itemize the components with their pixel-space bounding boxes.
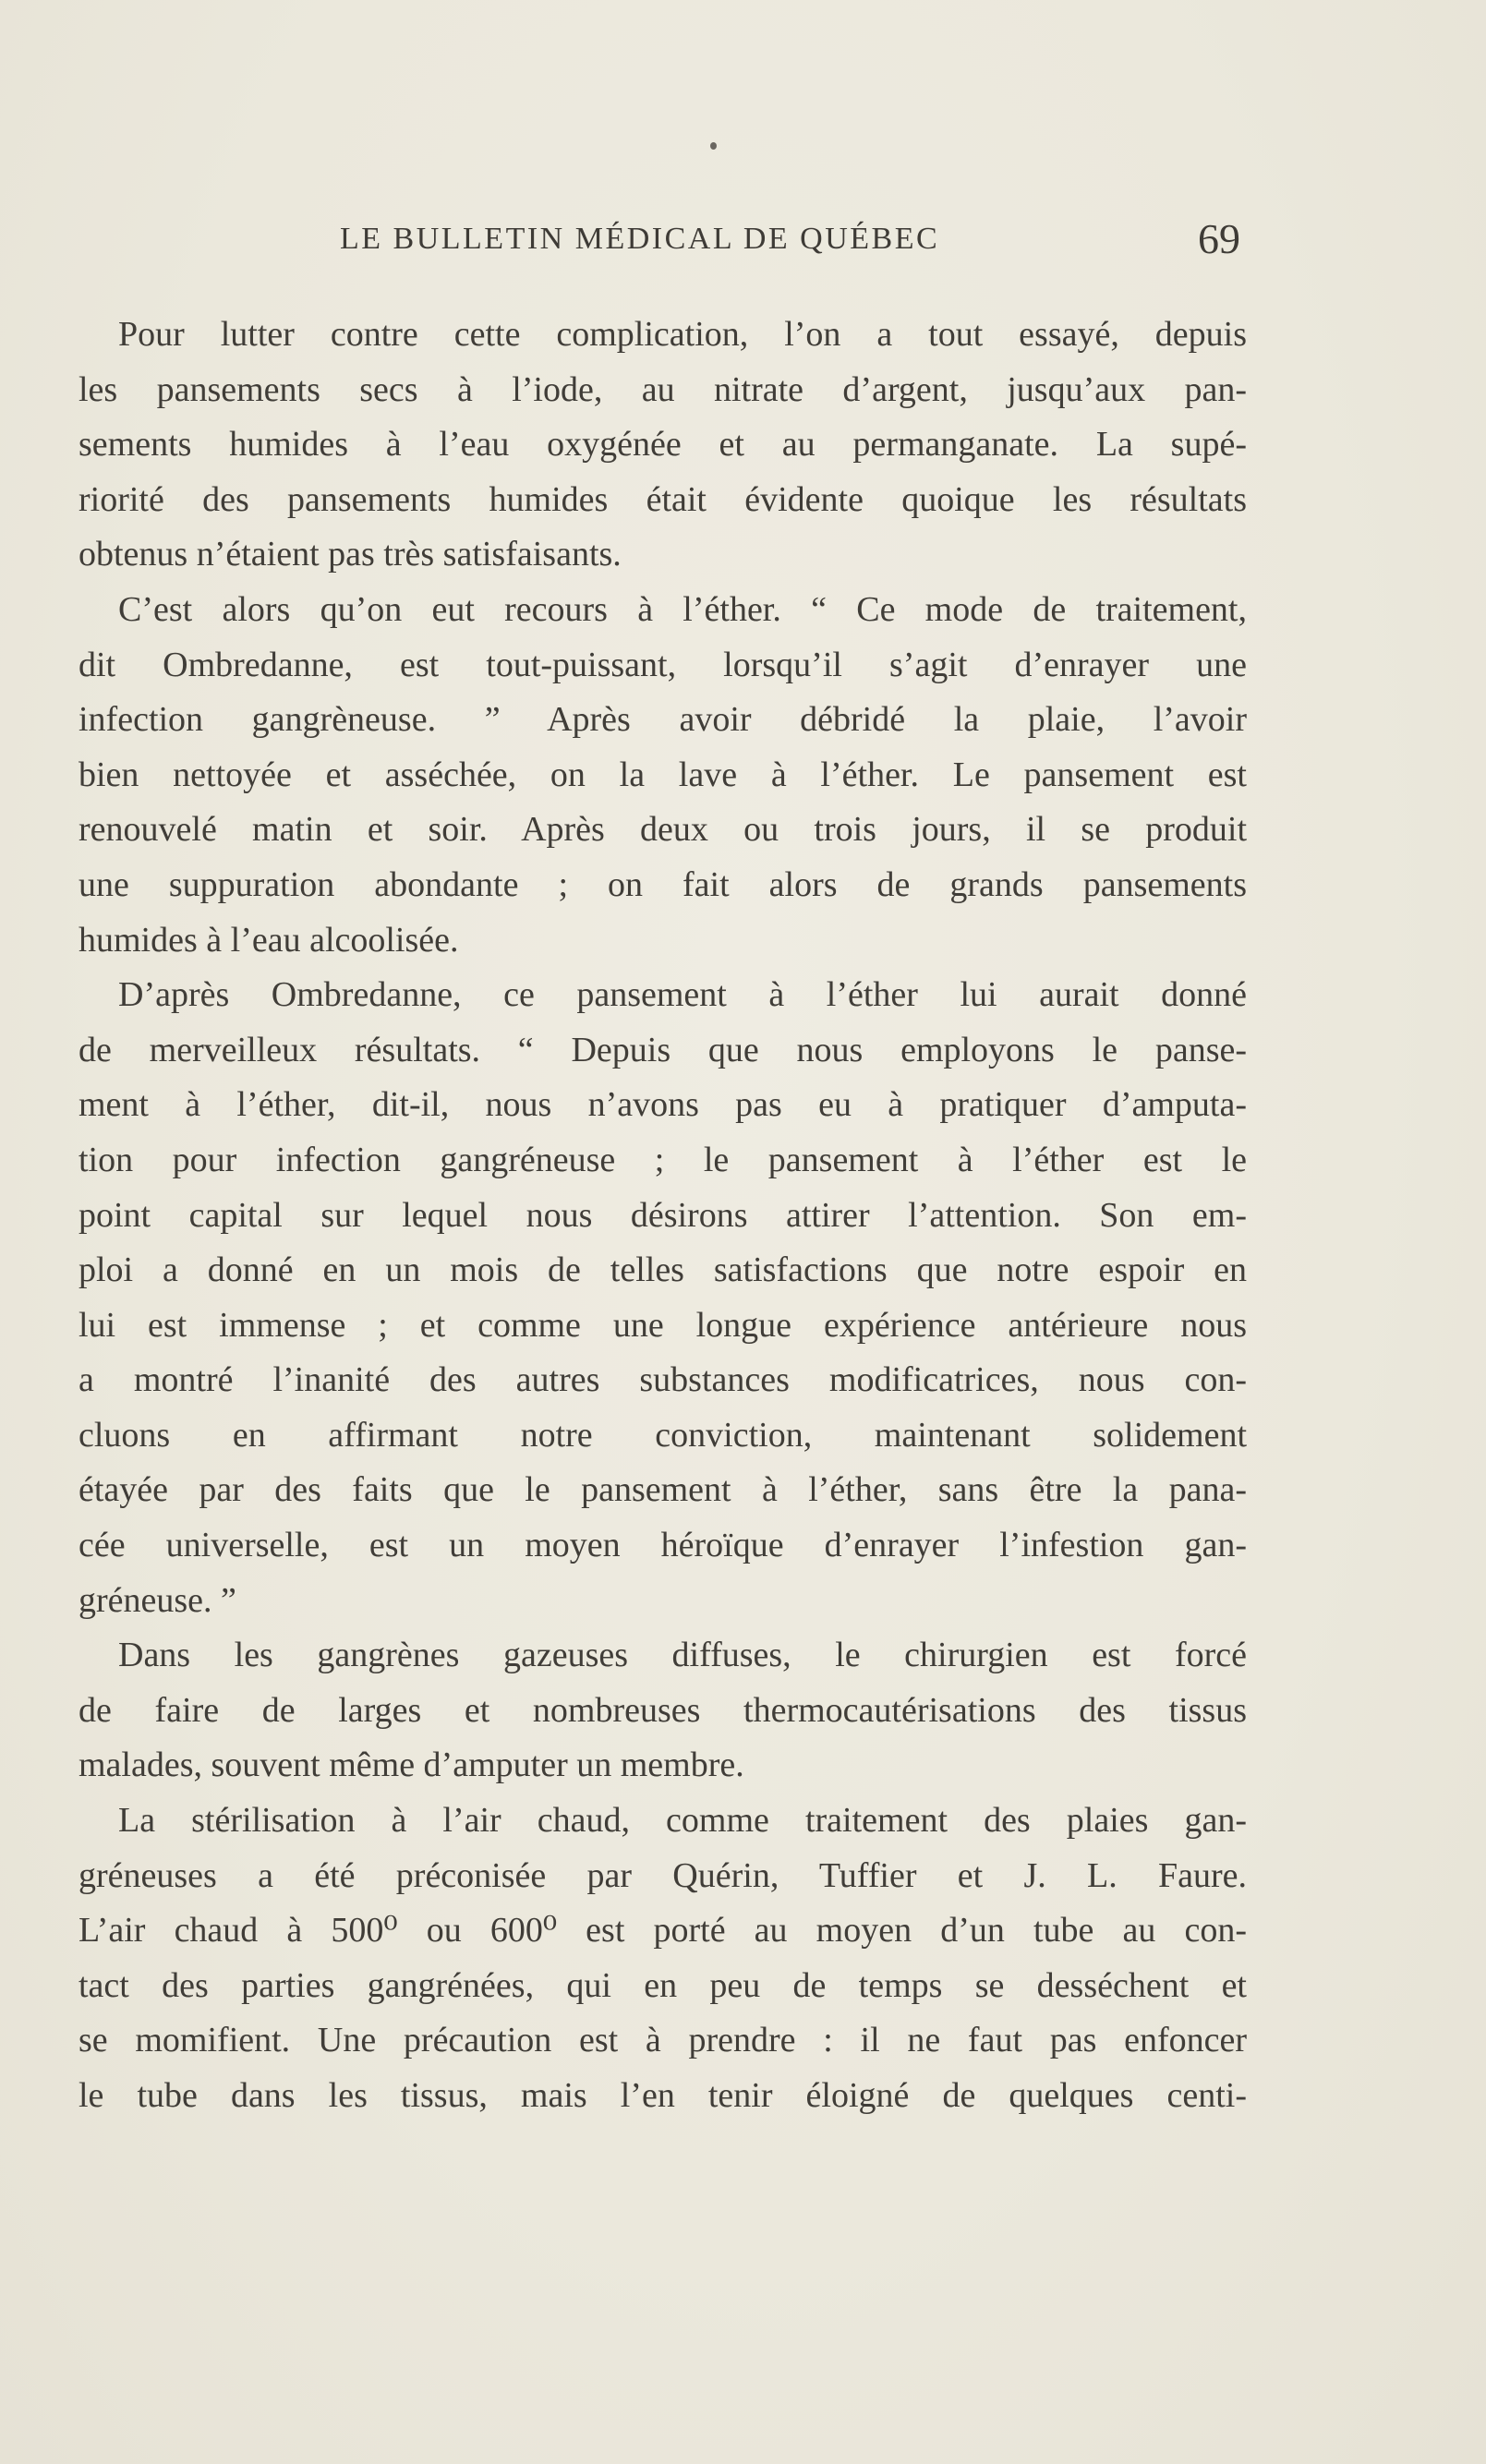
- text-line: sements humides à l’eau oxygénée et au permanganate. La supé-: [79, 425, 1247, 465]
- text-line: La stérilisation à l’air chaud, comme traitement des plaies gan-: [118, 1801, 1247, 1841]
- text-line: humides à l’eau alcoolisée.: [79, 920, 459, 960]
- text-line: cée universelle, est un moyen héroïque d’enrayer l’infestion gan-: [79, 1526, 1247, 1565]
- text-line: renouvelé matin et soir. Après deux ou trois jours, il se produit: [79, 810, 1247, 850]
- text-line: C’est alors qu’on eut recours à l’éther. “ Ce mode de traitement,: [118, 589, 1247, 629]
- page-number: 69: [1198, 215, 1240, 262]
- text-line: se momifient. Une précaution est à prendre : il ne faut pas enfoncer: [79, 2021, 1247, 2060]
- text-line: lui est immense ; et comme une longue expérience antérieure nous: [79, 1305, 1247, 1345]
- text-line: les pansements secs à l’iode, au nitrate d’argent, jusqu’aux pan-: [79, 369, 1247, 409]
- text-line: infection gangrèneuse. ” Après avoir débridé la plaie, l’avoir: [79, 700, 1247, 740]
- text-line: Pour lutter contre cette complication, l’on a tout essayé, depuis: [118, 315, 1247, 354]
- text-line: D’après Ombredanne, ce pansement à l’éther lui aurait donné: [118, 975, 1247, 1015]
- text-line: Dans les gangrènes gazeuses diffuses, le chirurgien est forcé: [118, 1636, 1247, 1675]
- text-line: malades, souvent même d’amputer un membre.: [79, 1745, 744, 1785]
- text-line: dit Ombredanne, est tout-puissant, lorsqu’il s’agit d’enrayer une: [79, 645, 1247, 684]
- text-line: L’air chaud à 500⁰ ou 600⁰ est porté au moyen d’un tube au con-: [79, 1911, 1247, 1951]
- page-header: [0, 214, 1486, 270]
- text-line: a montré l’inanité des autres substances modificatrices, nous con-: [79, 1360, 1247, 1400]
- text-line: le tube dans les tissus, mais l’en tenir éloigné de quelques centi-: [79, 2076, 1247, 2115]
- text-line: ploi a donné en un mois de telles satisfactions que notre espoir en: [79, 1250, 1247, 1290]
- text-line: tact des parties gangrénées, qui en peu de temps se desséchent et: [79, 1965, 1247, 2005]
- body-text: [79, 308, 1247, 2124]
- text-line: de merveilleux résultats. “ Depuis que nous employons le panse-: [79, 1030, 1247, 1069]
- text-line: point capital sur lequel nous désirons attirer l’attention. Son em-: [79, 1195, 1247, 1235]
- text-line: une suppuration abondante ; on fait alors de grands pansements: [79, 864, 1247, 904]
- text-line: cluons en affirmant notre conviction, maintenant solidement: [79, 1415, 1247, 1455]
- ink-dot: [710, 142, 717, 150]
- text-line: de faire de larges et nombreuses thermocautérisations des tissus: [79, 1690, 1247, 1730]
- text-line: obtenus n’étaient pas très satisfaisants.: [79, 535, 622, 574]
- text-line: ment à l’éther, dit-il, nous n’avons pas eu à pratiquer d’amputa-: [79, 1085, 1247, 1125]
- text-line: bien nettoyée et asséchée, on la lave à l’éther. Le pansement est: [79, 755, 1247, 794]
- text-line: gréneuses a été préconisée par Quérin, Tuffier et J. L. Faure.: [79, 1855, 1247, 1895]
- text-line: riorité des pansements humides était évidente quoique les résultats: [79, 479, 1247, 519]
- text-line: gréneuse. ”: [79, 1580, 236, 1620]
- text-line: étayée par des faits que le pansement à l’éther, sans être la pana-: [79, 1470, 1247, 1510]
- running-title: LE BULLETIN MÉDICAL DE QUÉBEC: [340, 222, 940, 256]
- text-line: tion pour infection gangréneuse ; le pansement à l’éther est le: [79, 1140, 1247, 1179]
